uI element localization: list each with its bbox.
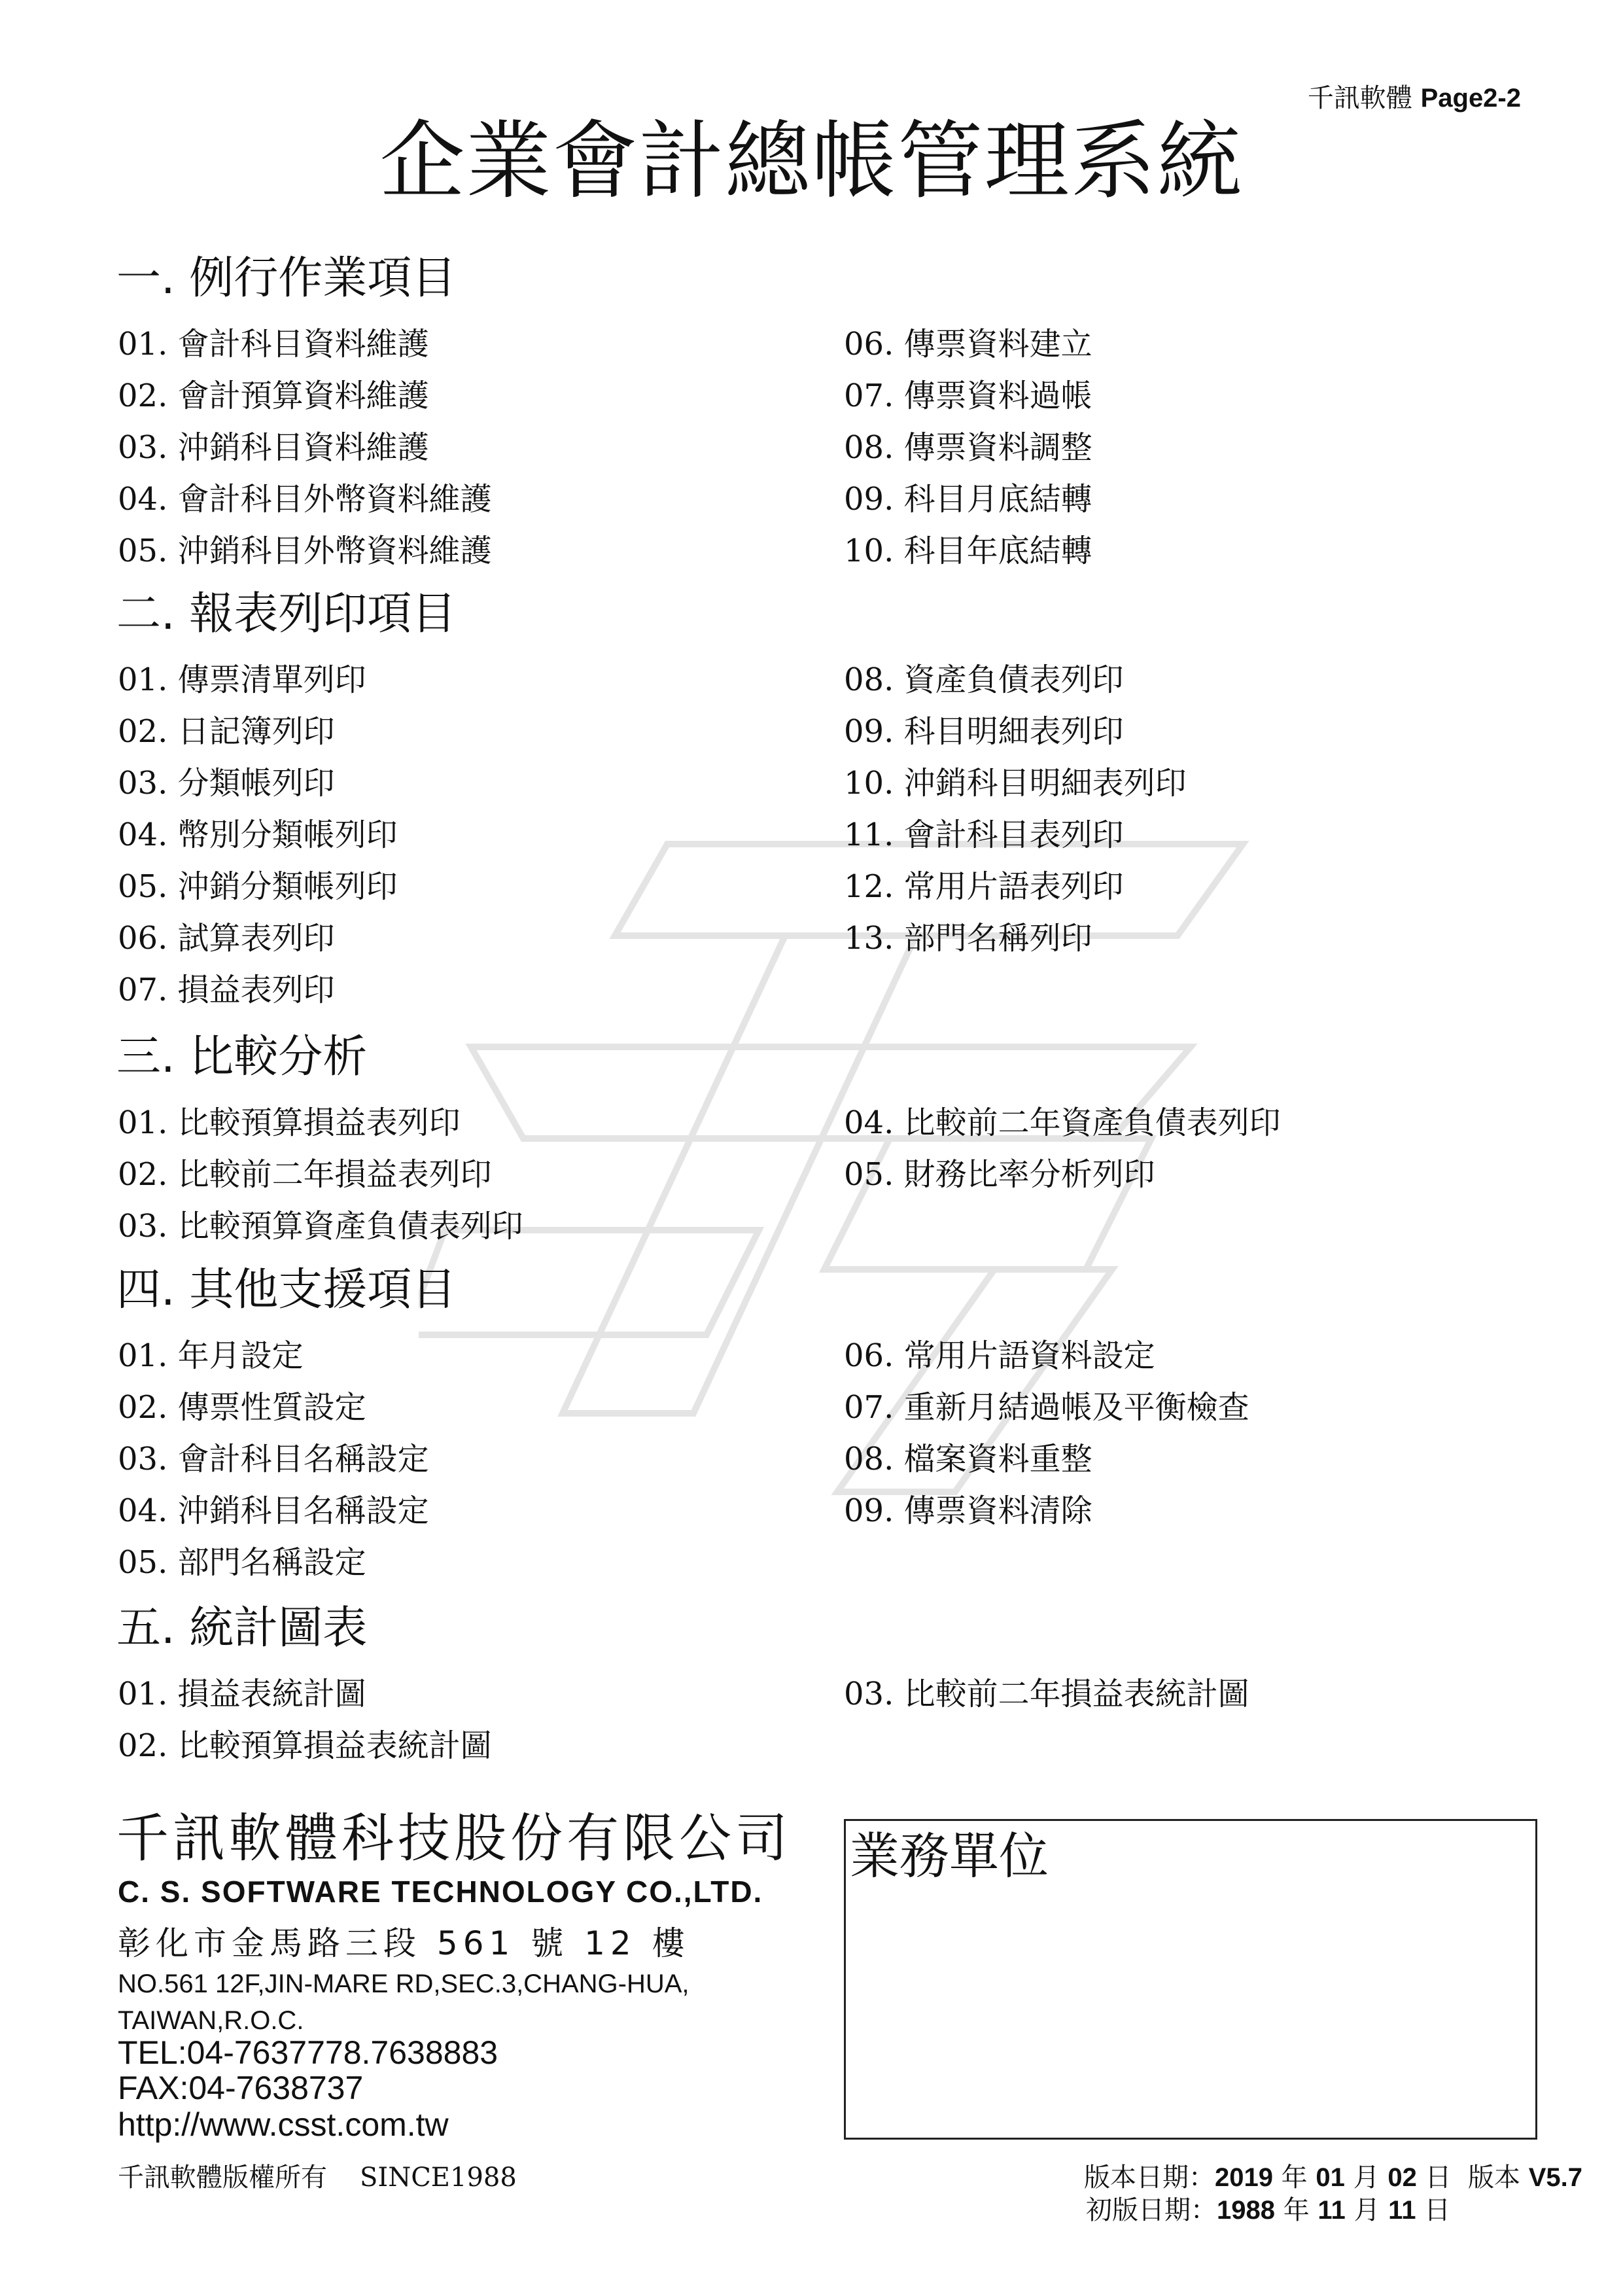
- feature-list-item: 05. 財務比率分析列印: [844, 1156, 1155, 1193]
- feature-list-item: 02. 比較預算損益表統計圖: [118, 1727, 492, 1764]
- feature-list-item: 09. 科目明細表列印: [844, 713, 1124, 750]
- company-address-en-line1: NO.561 12F,JIN-MARE RD,SEC.3,CHANG-HUA,: [118, 1969, 689, 1998]
- company-tel: TEL:04-7637778.7638883: [118, 2034, 498, 2071]
- company-address-zh: 彰化市金馬路三段 561 號 12 樓: [118, 1924, 690, 1962]
- feature-list-item: 02. 傳票性質設定: [118, 1389, 366, 1426]
- section-heading: 一. 例行作業項目: [116, 253, 457, 304]
- version-month: 01: [1316, 2163, 1345, 2192]
- feature-list-item: 06. 試算表列印: [118, 920, 335, 957]
- section-heading: 五. 統計圖表: [116, 1602, 368, 1654]
- unit-month: 月: [1353, 2195, 1380, 2225]
- version-day: 02: [1387, 2163, 1417, 2192]
- unit-year: 年: [1283, 2195, 1310, 2225]
- feature-list-item: 01. 比較預算損益表列印: [118, 1104, 461, 1141]
- feature-list-item: 03. 沖銷科目資料維護: [118, 429, 429, 466]
- feature-list-item: 10. 沖銷科目明細表列印: [844, 765, 1187, 802]
- since-text: SINCE1988: [360, 2163, 517, 2193]
- feature-list-item: 04. 幣別分類帳列印: [118, 817, 398, 853]
- unit-day: 日: [1425, 2163, 1452, 2193]
- feature-list-item: 08. 資產負債表列印: [844, 662, 1124, 698]
- feature-list-item: 07. 重新月結過帳及平衡檢查: [844, 1389, 1249, 1426]
- feature-list-item: 02. 比較前二年損益表列印: [118, 1156, 492, 1193]
- feature-list-item: 12. 常用片語表列印: [844, 868, 1124, 905]
- feature-list-item: 06. 傳票資料建立: [844, 326, 1092, 362]
- feature-list-item: 01. 年月設定: [118, 1337, 304, 1374]
- feature-list-item: 11. 會計科目表列印: [844, 817, 1124, 853]
- feature-list-item: 05. 沖銷分類帳列印: [118, 868, 398, 905]
- first-edition-month: 11: [1318, 2196, 1346, 2225]
- feature-list-item: 08. 檔案資料重整: [844, 1441, 1092, 1477]
- feature-list-item: 05. 部門名稱設定: [118, 1544, 366, 1581]
- feature-list-item: 03. 分類帳列印: [118, 765, 335, 802]
- document-title: 企業會計總帳管理系統: [379, 111, 1244, 211]
- feature-list-item: 03. 比較前二年損益表統計圖: [844, 1676, 1249, 1712]
- feature-list-item: 04. 比較前二年資產負債表列印: [844, 1104, 1281, 1141]
- page-header-tag: [1308, 77, 1521, 115]
- feature-list-item: 13. 部門名稱列印: [844, 920, 1092, 957]
- feature-list-item: 04. 沖銷科目名稱設定: [118, 1492, 429, 1529]
- company-name-en: C. S. SOFTWARE TECHNOLOGY CO.,LTD.: [118, 1875, 763, 1909]
- unit-month: 月: [1353, 2163, 1380, 2193]
- first-edition-year: 1988: [1217, 2196, 1275, 2225]
- company-fax: FAX:04-7638737: [118, 2070, 364, 2106]
- company-address-en-line2: TAIWAN,R.O.C.: [118, 2006, 304, 2035]
- feature-list-item: 07. 損益表列印: [118, 972, 335, 1008]
- section-heading: 四. 其他支援項目: [116, 1264, 457, 1316]
- company-name-zh: 千訊軟體科技股份有限公司: [116, 1808, 792, 1869]
- version-number-label: 版本: [1467, 2163, 1520, 2193]
- feature-list-item: 03. 比較預算資產負債表列印: [118, 1208, 523, 1245]
- section-heading: 三. 比較分析: [116, 1031, 368, 1083]
- feature-list-item: 08. 傳票資料調整: [844, 429, 1092, 466]
- feature-list-item: 04. 會計科目外幣資料維護: [118, 481, 492, 518]
- version-year: 2019: [1214, 2163, 1273, 2192]
- feature-list-item: 01. 會計科目資料維護: [118, 326, 429, 362]
- feature-list-item: 05. 沖銷科目外幣資料維護: [118, 533, 492, 569]
- feature-list-item: 09. 傳票資料清除: [844, 1492, 1092, 1529]
- feature-list-item: 02. 日記簿列印: [118, 713, 335, 750]
- feature-list-item: 07. 傳票資料過帳: [844, 378, 1092, 414]
- version-date-line: [1084, 2157, 1582, 2194]
- first-edition-day: 11: [1388, 2196, 1416, 2225]
- feature-list-item: 09. 科目月底結轉: [844, 481, 1092, 518]
- sales-unit-label: 業務單位: [850, 1827, 1049, 1885]
- copyright-text: 千訊軟體版權所有: [118, 2163, 327, 2193]
- version-number: V5.7: [1528, 2163, 1582, 2192]
- feature-list-item: 06. 常用片語資料設定: [844, 1337, 1155, 1374]
- sales-unit-box: [844, 1819, 1537, 2140]
- feature-list-item: 10. 科目年底結轉: [844, 533, 1092, 569]
- feature-list-item: 03. 會計科目名稱設定: [118, 1441, 429, 1477]
- header-brand: 千訊軟體: [1307, 83, 1412, 113]
- section-heading: 二. 報表列印項目: [116, 588, 457, 640]
- feature-list-item: 02. 會計預算資料維護: [118, 378, 429, 414]
- unit-day: 日: [1424, 2195, 1451, 2225]
- feature-list-item: 01. 傳票清單列印: [118, 662, 366, 698]
- version-date-label: 版本日期：: [1083, 2163, 1215, 2193]
- header-page-number: Page2-2: [1420, 84, 1521, 113]
- first-edition-date-line: [1086, 2189, 1450, 2227]
- feature-list-item: 01. 損益表統計圖: [118, 1676, 366, 1712]
- copyright-line: [118, 2157, 517, 2194]
- first-edition-label: 初版日期：: [1086, 2195, 1217, 2225]
- unit-year: 年: [1281, 2163, 1308, 2193]
- company-website-link[interactable]: http://www.csst.com.tw: [118, 2106, 449, 2143]
